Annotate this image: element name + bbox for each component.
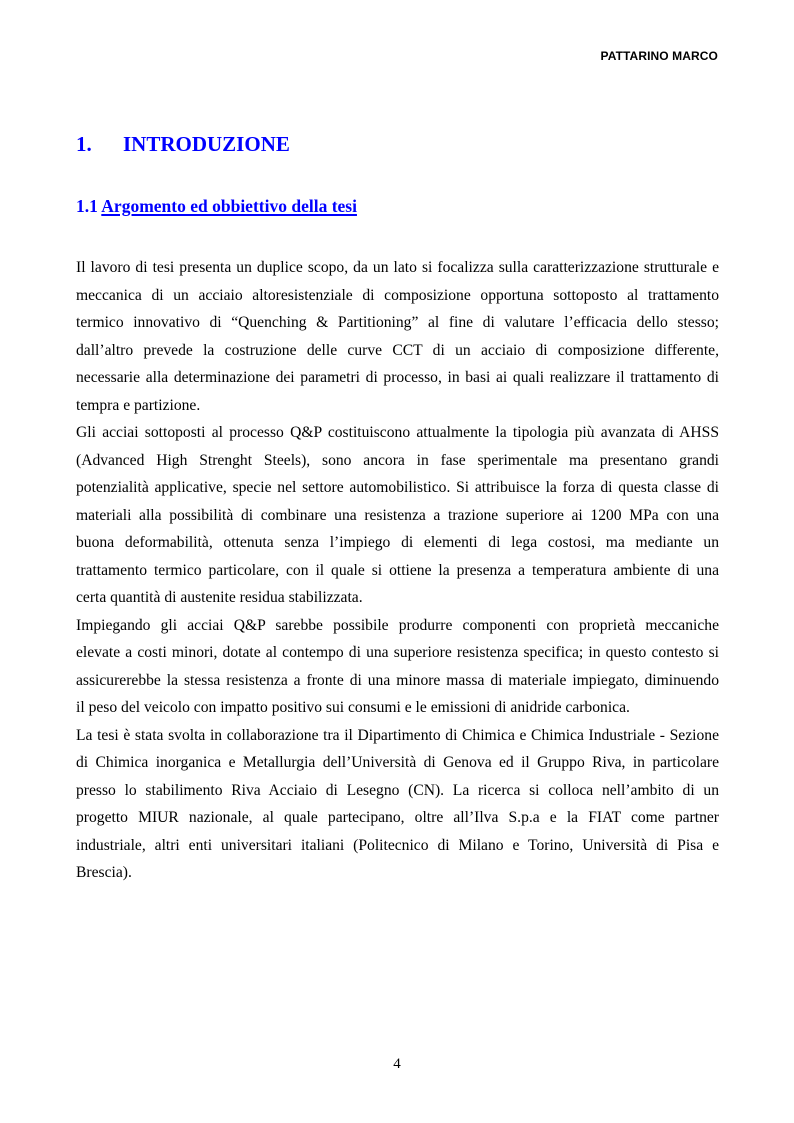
paragraph	[76, 722, 719, 887]
chapter-heading	[76, 132, 290, 157]
text-line: Il lavoro di tesi presenta un duplice scopo, da un lato si focalizza sulla caratterizzazione strutturale e	[76, 259, 719, 276]
text-line: meccanica di un acciaio altoresistenziale di composizione opportuna sottoposto al trattamento	[76, 286, 719, 304]
paragraph	[76, 419, 719, 612]
body-text	[76, 254, 719, 887]
paragraph	[76, 612, 719, 722]
text-line: Brescia).	[76, 864, 132, 881]
section-number: 1.1	[76, 196, 98, 216]
section-heading	[76, 196, 357, 217]
text-line: trattamento termico particolare, con il quale si ottiene la presenza a temperatura ambiente di una	[76, 561, 719, 579]
text-line: La tesi è stata svolta in collaborazione tra il Dipartimento di Chimica e Chimica Industriale - Sezione	[76, 726, 719, 744]
text-line: (Advanced High Strenght Steels), sono ancora in fase sperimentale ma presentano grandi	[76, 451, 719, 469]
text-line: di Chimica inorganica e Metallurgia dell’Università di Genova ed il Gruppo Riva, in particolare	[76, 754, 719, 771]
page-number: 4	[393, 1056, 401, 1072]
text-line: certa quantità di austenite residua stabilizzata.	[76, 589, 363, 606]
text-line: necessarie alla determinazione dei parametri di processo, in basi ai quali realizzare il trattamento di	[76, 369, 719, 386]
paragraph	[76, 254, 719, 419]
text-line: termico innovativo di “Quenching & Partitioning” al fine di valutare l’efficacia dello stesso;	[76, 314, 719, 331]
running-header-author: PATTARINO MARCO	[600, 49, 718, 63]
text-line: Gli acciai sottoposti al processo Q&P costituiscono attualmente la tipologia più avanzata di AHSS	[76, 424, 719, 441]
chapter-title: INTRODUZIONE	[123, 132, 290, 156]
section-title: Argomento ed obbiettivo della tesi	[101, 196, 357, 216]
text-line: presso lo stabilimento Riva Acciaio di Lesegno (CN). La ricerca si colloca nell’ambito di un	[76, 781, 719, 799]
text-line: potenzialità applicative, specie nel settore automobilistico. Si attribuisce la forza di questa classe di	[76, 479, 719, 496]
text-line: materiali alla possibilità di combinare una resistenza a trazione superiore ai 1200 MPa con una	[76, 506, 719, 524]
text-line: industriale, altri enti universitari italiani (Politecnico di Milano e Torino, Università di Pisa e	[76, 836, 719, 854]
text-line: buona deformabilità, ottenuta senza l’impiego di elementi di lega costosi, ma mediante un	[76, 534, 719, 551]
text-line: dall’altro prevede la costruzione delle curve CCT di un acciaio di composizione differente,	[76, 341, 719, 359]
text-line: progetto MIUR nazionale, al quale partecipano, oltre all’Ilva S.p.a e la FIAT come partner	[76, 809, 719, 826]
text-line: assicurerebbe la stessa resistenza a fronte di una minore massa di materiale impiegato, diminuendo	[76, 671, 719, 689]
text-line: tempra e partizione.	[76, 396, 201, 414]
chapter-number: 1.	[76, 132, 92, 156]
text-line: il peso del veicolo con impatto positivo sui consumi e le emissioni di anidride carbonica.	[76, 699, 630, 716]
text-line: Impiegando gli acciai Q&P sarebbe possibile produrre componenti con proprietà meccaniche	[76, 616, 719, 634]
text-line: elevate a costi minori, dotate al contempo di una superiore resistenza specifica; in questo contesto si	[76, 644, 719, 661]
